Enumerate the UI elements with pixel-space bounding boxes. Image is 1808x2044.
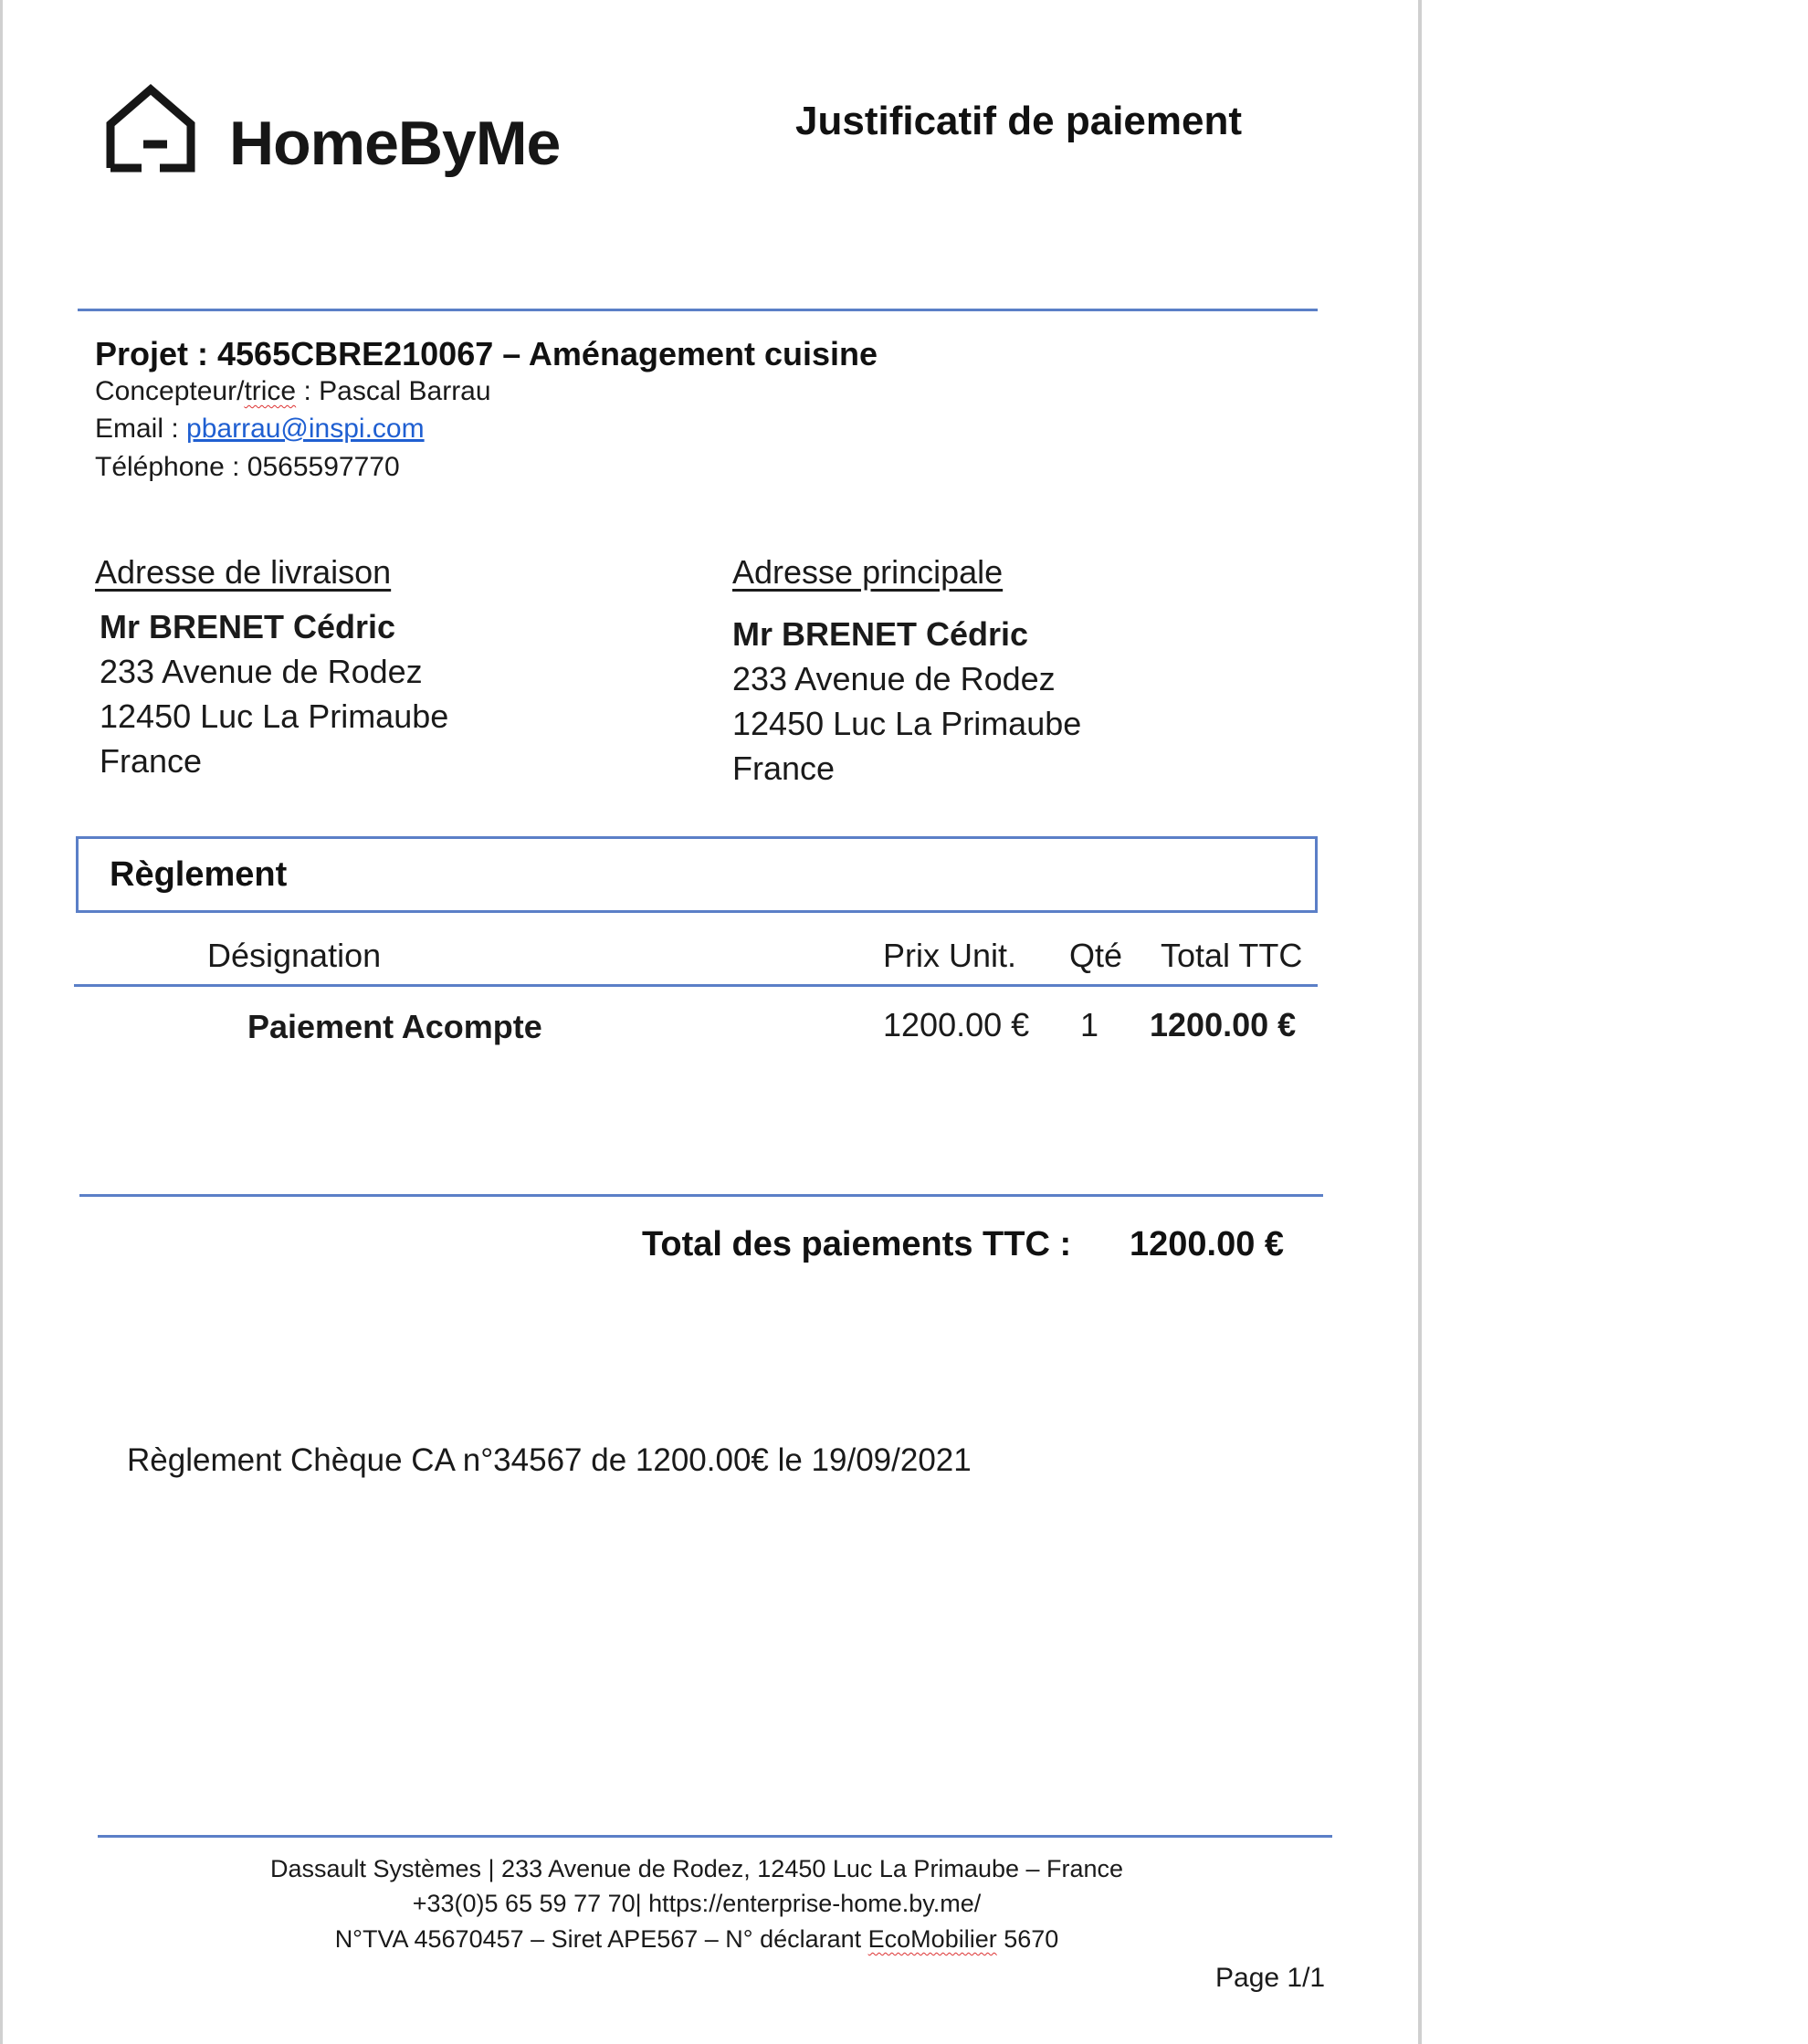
brand-name: HomeByMe — [229, 109, 561, 178]
row-qty: 1 — [1080, 1006, 1099, 1043]
delivery-street: 233 Avenue de Rodez — [100, 653, 423, 690]
designer-line — [95, 376, 491, 407]
delivery-address-heading: Adresse de livraison — [95, 553, 392, 591]
payment-section-title: Règlement — [110, 855, 288, 894]
column-designation: Désignation — [207, 937, 382, 974]
column-unit-price: Prix Unit. — [883, 937, 1017, 974]
main-city: 12450 Luc La Primaube — [732, 705, 1082, 742]
page-number: Page 1/1 — [1215, 1963, 1326, 1993]
header-divider — [78, 309, 1318, 311]
delivery-country: France — [100, 742, 203, 780]
delivery-address — [95, 553, 448, 783]
designer-label-suffix: trice — [244, 376, 297, 406]
main-country: France — [732, 749, 836, 787]
table-footer-divider — [79, 1194, 1323, 1197]
row-unit-price: 1200.00 € — [883, 1006, 1030, 1043]
main-name: Mr BRENET Cédric — [732, 615, 1029, 653]
email-line — [95, 414, 425, 445]
designer-label: Concepteur/ — [95, 376, 245, 406]
email-label: Email : — [95, 414, 187, 444]
document-title: Justificatif de paiement — [795, 99, 1243, 143]
footer-company-line: Dassault Systèmes | 233 Avenue de Rodez, 12450 Luc La Primaube – France — [269, 1855, 1124, 1882]
payment-section-header — [76, 836, 1318, 913]
footer-contact-line: +33(0)5 65 59 77 70| https://enterprise-home.by.me/ — [412, 1890, 982, 1917]
empty-side-pane — [1422, 0, 1808, 2044]
main-address — [732, 553, 1081, 791]
main-address-heading: Adresse principale — [732, 553, 1004, 591]
email-link[interactable]: pbarrau@inspi.com — [186, 414, 425, 444]
designer-value: : Pascal Barrau — [296, 376, 491, 406]
phone-line: Téléphone : 0565597770 — [95, 452, 400, 482]
footer-legal-suffix: 5670 — [996, 1925, 1059, 1953]
house-outline-icon — [105, 84, 205, 173]
delivery-name: Mr BRENET Cédric — [100, 608, 396, 645]
footer-divider — [98, 1835, 1332, 1838]
delivery-city: 12450 Luc La Primaube — [100, 697, 449, 735]
row-total: 1200.00 € — [1150, 1006, 1297, 1043]
footer-legal-line — [149, 1925, 1245, 1954]
footer-legal-ecomobilier: EcoMobilier — [867, 1925, 997, 1953]
total-label: Total des paiements TTC : — [642, 1225, 1072, 1263]
row-designation: Paiement Acompte — [247, 1008, 542, 1045]
footer-legal-prefix: N°TVA 45670457 – Siret APE567 – N° déclarant — [334, 1925, 868, 1953]
table-header-divider — [74, 984, 1318, 987]
column-total: Total TTC — [1161, 937, 1303, 974]
main-street: 233 Avenue de Rodez — [732, 660, 1056, 697]
payment-note: Règlement Chèque CA n°34567 de 1200.00€ le 19/09/2021 — [127, 1442, 972, 1478]
column-qty: Qté — [1069, 937, 1123, 974]
total-value: 1200.00 € — [1130, 1225, 1285, 1263]
project-title: Projet : 4565CBRE210067 – Aménagement cuisine — [95, 335, 878, 372]
